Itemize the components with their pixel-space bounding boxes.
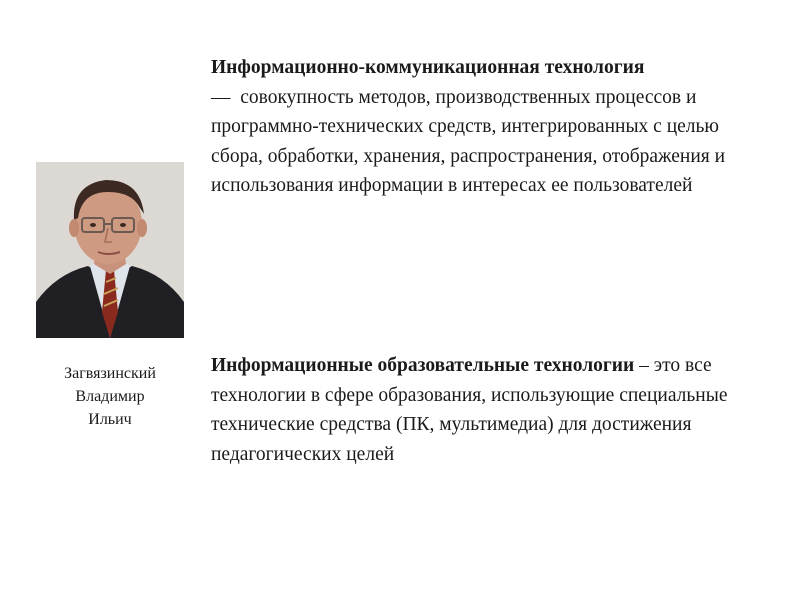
person-caption — [36, 362, 184, 431]
caption-name: Владимир — [75, 388, 145, 405]
definition-edu-tech-dash: – — [639, 355, 649, 376]
definition-ict-dash: — — [211, 86, 231, 108]
portrait-photo — [36, 162, 184, 338]
definition-ict-term: Информационно-коммуникационная технология — [211, 57, 645, 78]
caption-surname: Загвязинский — [64, 365, 156, 382]
definition-edu-tech-term: Информационные образовательные технологии — [211, 355, 635, 376]
definition-edu-tech — [211, 351, 771, 469]
caption-patronymic: Ильич — [88, 411, 132, 428]
definition-edu-tech-body: это все технологии в сфере образования, использующие специальные технические средства (ПК, мультимедиа) для достижения педагогических целей — [211, 355, 728, 465]
definition-ict-body: совокупность методов, производственных процессов и программно-технических средств, интегрированных с целью сбора, обработки, хранения, распространения, отображения и использования информации в интересах ее пользователей — [211, 86, 726, 196]
definition-ict — [211, 53, 771, 201]
portrait-illustration — [36, 162, 184, 338]
